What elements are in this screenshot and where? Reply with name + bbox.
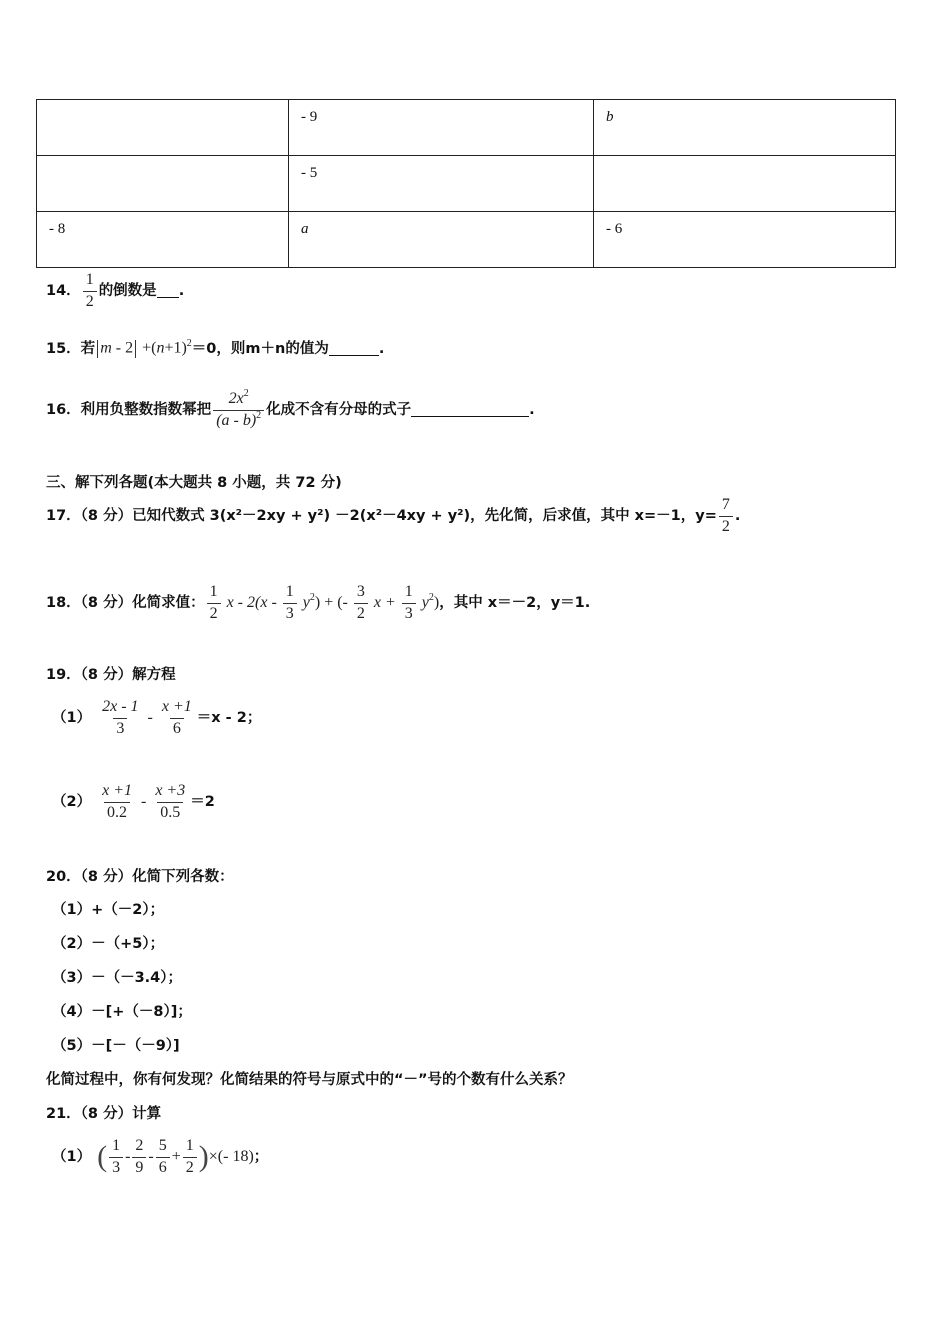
table-row bbox=[37, 156, 896, 212]
fraction: $\frac{1}{2}$ bbox=[83, 272, 97, 311]
list-item: （5）－[－（－9）] bbox=[52, 1038, 180, 1054]
section-heading: 三、解下列各题(本大题共 8 小题，共 72 分) bbox=[46, 475, 342, 491]
answer-blank bbox=[329, 343, 379, 356]
question-20: 20．（8 分）化简下列各数： bbox=[46, 869, 234, 885]
question-18: 18．（8 分）化简求值： $\frac{1}{2}$ x - 2(x - $\frac{1}{3}$ $y^2$) + (- $\frac{3}{2}$ x + $\frac{1}{3}$ $y^2$) ，其中 x＝－2，y＝1. bbox=[46, 583, 591, 622]
question-14: 14． $\frac{1}{2}$ 的倒数是 . bbox=[46, 271, 185, 310]
table-cell bbox=[37, 100, 289, 156]
list-item: （1）+（－2）； bbox=[52, 902, 165, 918]
answer-blank bbox=[411, 404, 529, 417]
formula: $\frac{2x - 1}{3}$ - $\frac{x +1}{6}$ bbox=[102, 698, 192, 737]
question-19: 19．（8 分）解方程 bbox=[46, 667, 176, 683]
table-cell: - 9 bbox=[289, 100, 594, 156]
table-cell: b bbox=[594, 100, 896, 156]
question-17: 17．（8 分）已知代数式 3(x²－2xy + y²) －2(x²－4xy + y²)，先化简，后求值，其中 x=－1，y= $\frac{7}{2}$ . bbox=[46, 496, 741, 535]
table-cell: - 6 bbox=[594, 212, 896, 268]
question-19-part-2: （2） $\frac{x +1}{0.2}$ - $\frac{x +3}{0.5}$ ＝2 bbox=[52, 782, 215, 821]
table-cell bbox=[594, 156, 896, 212]
list-item: （4）－[+（－8）]； bbox=[52, 1004, 192, 1020]
list-item: （2）－（+5）； bbox=[52, 936, 165, 952]
answer-blank bbox=[157, 285, 179, 298]
table-cell bbox=[37, 156, 289, 212]
question-19-part-1: （1） $\frac{2x - 1}{3}$ - $\frac{x +1}{6}$ ＝x - 2； bbox=[52, 698, 262, 737]
fraction: $\frac{7}{2}$ bbox=[719, 497, 733, 536]
question-20-follow-up: 化简过程中，你有何发现？化简结果的符号与原式中的“－”号的个数有什么关系？ bbox=[46, 1072, 573, 1088]
formula: ( $\frac{1}{3}$ - $\frac{2}{9}$ - $\frac{5}{6}$ + $\frac{1}{2}$ ) ×(- 18) bbox=[97, 1137, 254, 1176]
formula: $\frac{x +1}{0.2}$ - $\frac{x +3}{0.5}$ bbox=[102, 782, 186, 821]
table-cell: - 8 bbox=[37, 212, 289, 268]
table-row bbox=[37, 100, 896, 156]
list-item: （3）－（－3.4）； bbox=[52, 970, 183, 986]
question-15: 15．若 $m - 2 +(n+1)^2$ ＝0，则 m＋n 的值为 . bbox=[46, 337, 385, 357]
question-16: 16．利用负整数指数幂把 $\frac{2x^2}{(a - b)^2}$ 化成不含有分母的式子 . bbox=[46, 388, 535, 429]
table-cell: a bbox=[289, 212, 594, 268]
fraction: $\frac{2x^2}{(a - b)^2}$ bbox=[213, 391, 264, 430]
answer-table bbox=[36, 99, 896, 268]
formula: $m - 2 +(n+1)^2$ bbox=[95, 340, 192, 358]
formula: $\frac{1}{2}$ x - 2(x - $\frac{1}{3}$ $y^2$) + (- $\frac{3}{2}$ x + $\frac{1}{3}$ $y^2$) bbox=[205, 584, 440, 623]
question-21-part-1: （1） ( $\frac{1}{3}$ - $\frac{2}{9}$ - $\frac{5}{6}$ + $\frac{1}{2}$ ) ×(- 18) ； bbox=[52, 1137, 269, 1176]
table-cell: - 5 bbox=[289, 156, 594, 212]
table-row bbox=[37, 212, 896, 268]
question-21: 21．（8 分）计算 bbox=[46, 1106, 162, 1122]
